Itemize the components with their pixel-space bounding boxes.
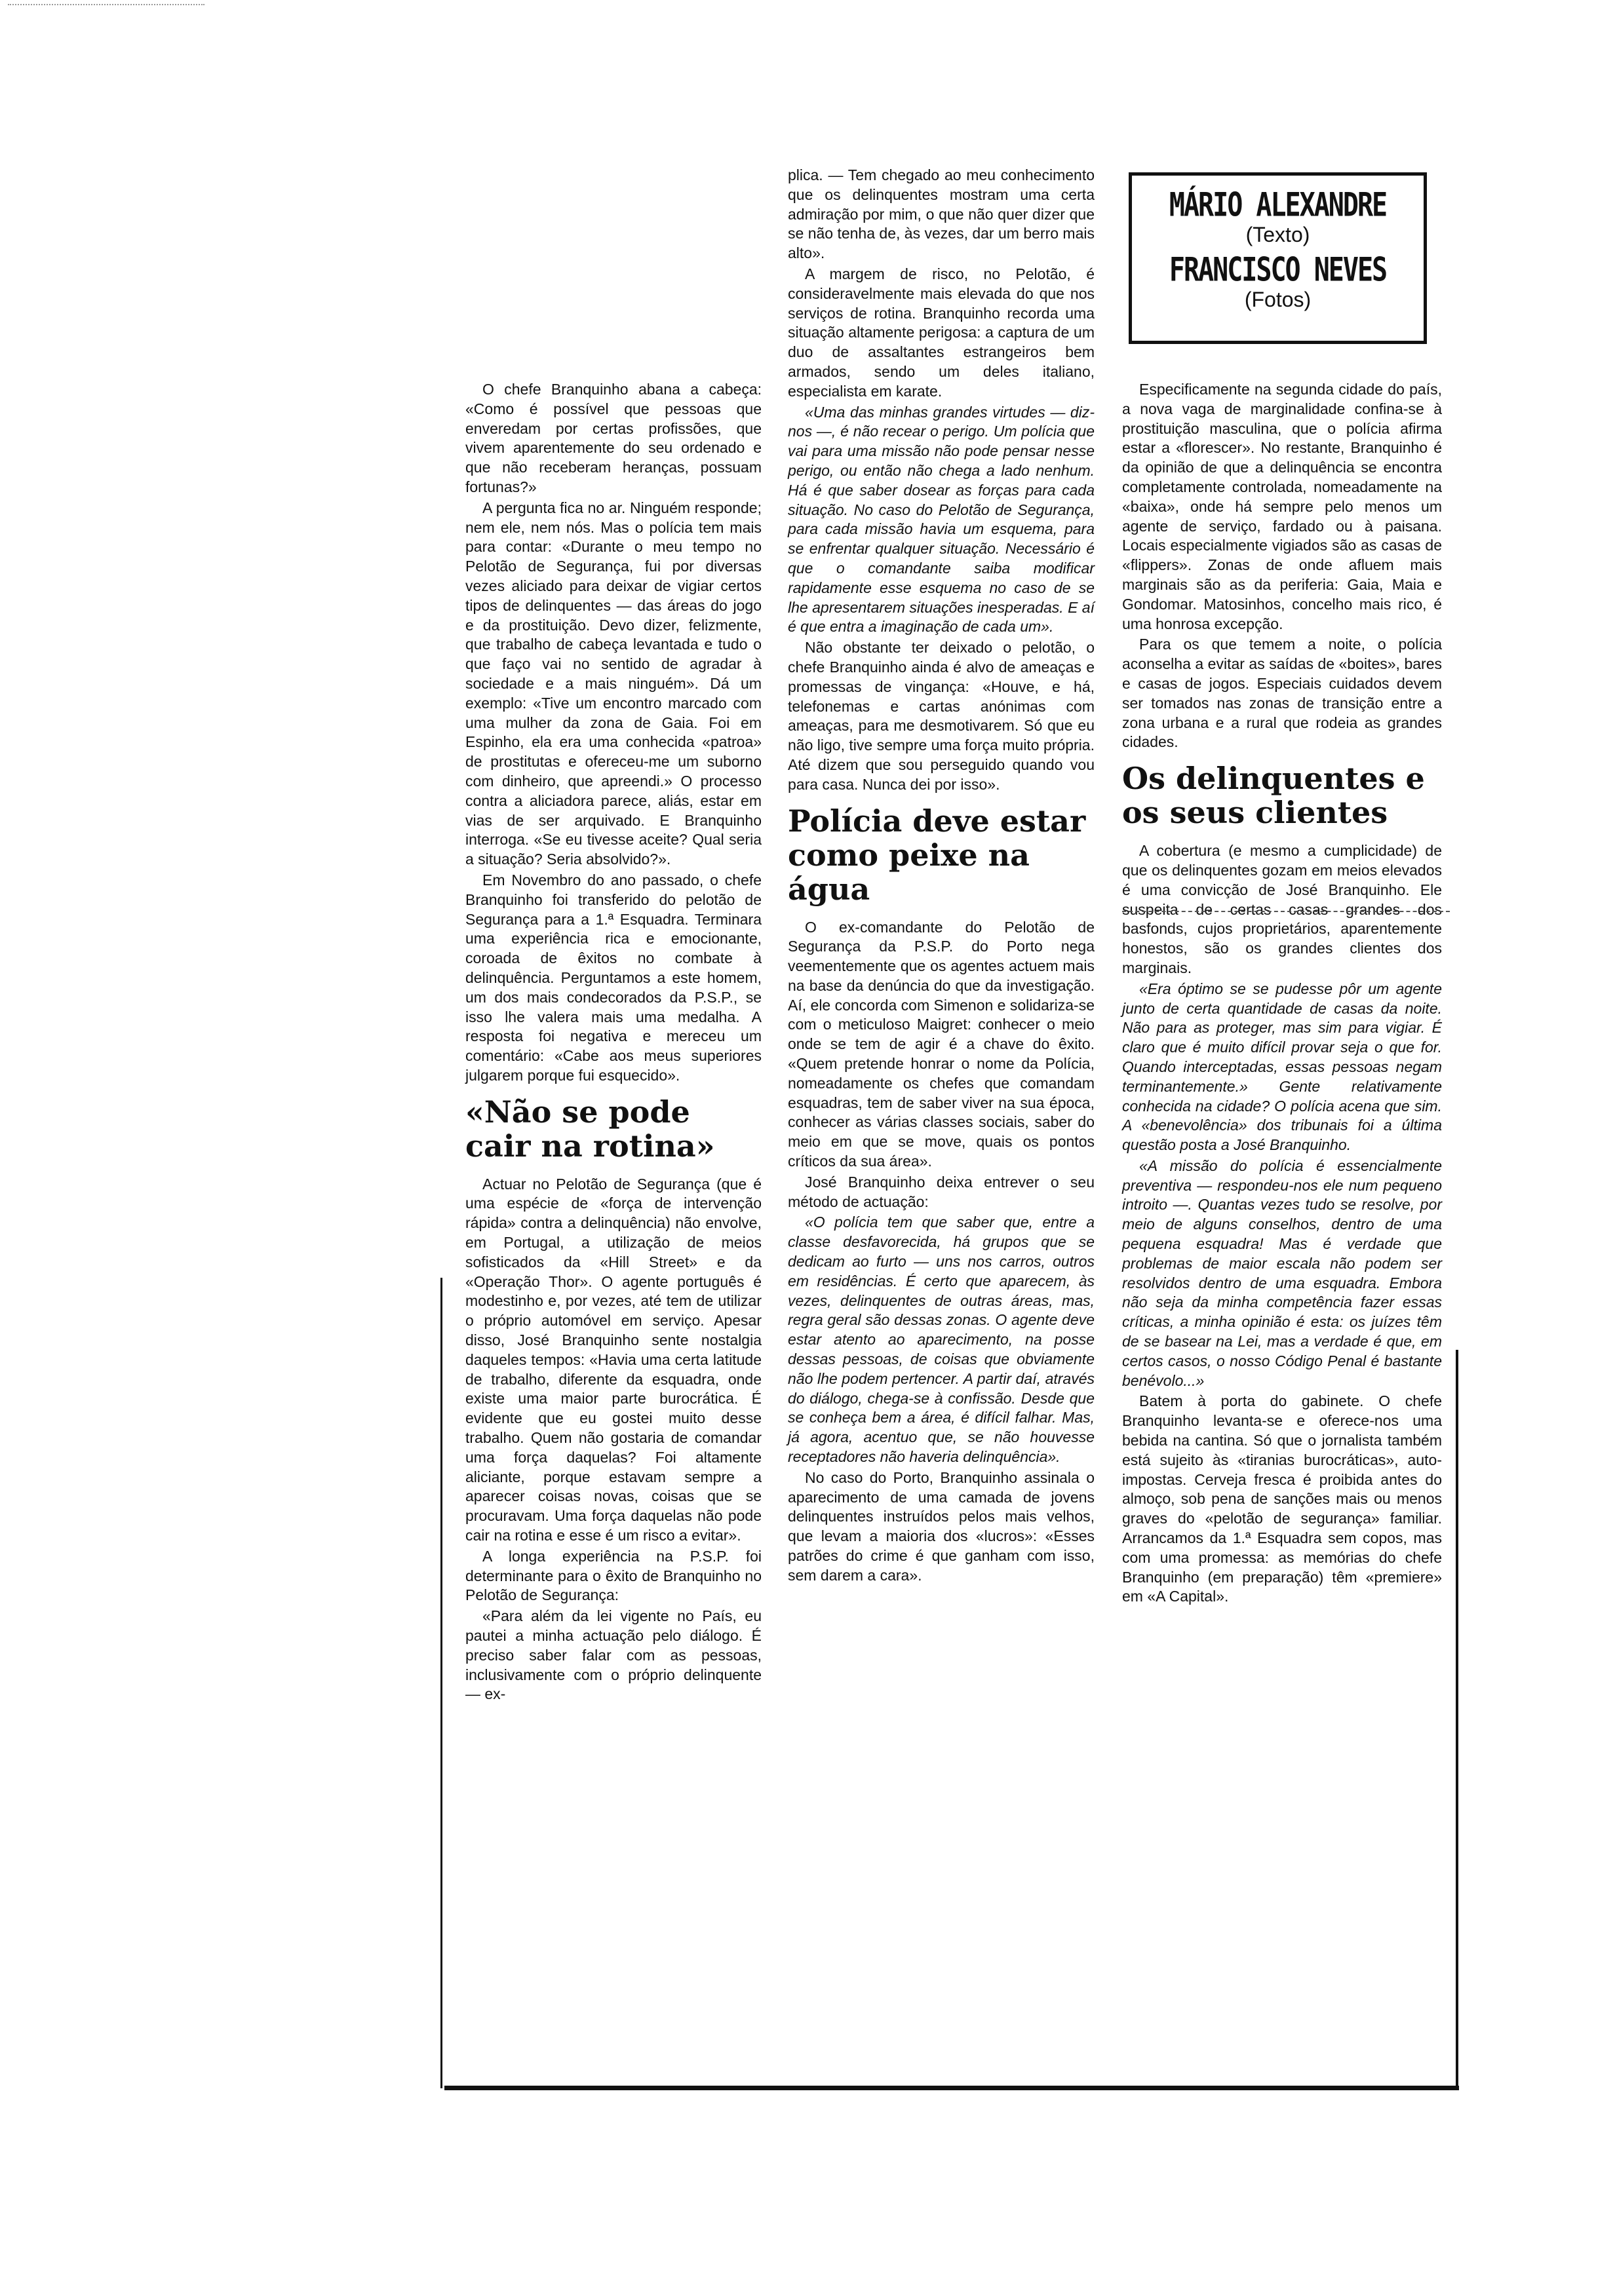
paragraph: O ex-comandante do Pelotão de Segurança da P.S.P. do Porto nega veementemente que os agentes actuem mais na base da denúncia do que da investigação. Aí, ele concorda com Simenon e solidariza-se com o meticuloso Maigret: conhecer o meio onde se tem de agir é a chave do êxito. «Quem pretende honrar o nome da Polícia, nomeadamente os chefes que comandam esquadras, tem de saber viver na sua época, conhecer as várias classes sociais, saber do meio em que se move, quais os pontos críticos da sua área». bbox=[788, 918, 1095, 1170]
paragraph: No caso do Porto, Branquinho assinala o aparecimento de uma camada de jovens delinquentes instruídos pelos mais velhos, que levam a maioria dos «lucros»: «Esses patrões do crime é que ganham com isso, sem darem a cara». bbox=[788, 1468, 1095, 1584]
paragraph: Especificamente na segunda cidade do país, a nova vaga de marginalidade confina-se à prostituição masculina, que o polícia afirma estar a «florescer». No restante, Branquinho é da opinião de que a delinquência se encontra completamente controlada, nomeadamente na «baixa», onde há sempre pelo menos um agente de serviço, fardado ou à paisana. Locais especialmente vigiados são as casas de «flippers». Zonas de onde afluem mais marginais são as da periferia: Gaia, Maia e Gondomar. Matosinhos, concelho mais rico, é uma honrosa excepção. bbox=[1122, 381, 1442, 632]
paragraph: Não obstante ter deixado o pelotão, o chefe Branquinho ainda é alvo de ameaças e promessas de vingança: «Houve, e há, telefonemas e cartas anónimas com ameaças, para me desmotivarem. Só que eu não ligo, tive sempre uma força muito própria. Até dizem que sou perseguido quando vou para casa. Nunca dei por isso». bbox=[788, 639, 1095, 793]
section-heading-peixe: Polícia deve estar como peixe na água bbox=[788, 803, 1086, 907]
paragraph: O chefe Branquinho abana a cabeça: «Como é possível que pessoas que enveredam por certas profissões, que vivem aparentemente do seu ordenado e que não receberam heranças, possuam fortunas?» bbox=[465, 381, 762, 495]
paragraph: Para os que temem a noite, o polícia aconselha a evitar as saídas de «boites», bares e casas de jogos. Especiais cuidados devem ser tomados nas zonas de transição entre a zona urbana e a rural que rodeia as grandes cidades. bbox=[1122, 636, 1442, 751]
paragraph: plica. — Tem chegado ao meu conhecimento que os delinquentes mostram uma certa admiração por mim, o que não quer dizer que se não tenha de, às vezes, dar um berro mais alto». bbox=[788, 166, 1095, 262]
quote-paragraph: «A missão do polícia é essencialmente preventiva — respondeu-nos ele num pequeno introito —. Quantas vezes tudo se resolve, por meio de alguns conselhos, dentro de uma pequena esquadra! Mas é verdade que problemas de maior escala não podem ser resolvidos dentro de uma esquadra. Embora não seja da minha competência fazer essas críticas, a minha opinião é esta: os juízes têm de se basear na Lei, mas a verdade é que, em certos casos, o nosso Código Penal é bastante benévolo...» bbox=[1122, 1157, 1442, 1389]
credits-box bbox=[1129, 172, 1427, 344]
article-column-1 bbox=[465, 380, 762, 1706]
paragraph: «Para além da lei vigente no País, eu pautei a minha actuação pelo diálogo. É preciso saber falar com as pessoas, inclusivamente com o próprio delinquente — ex- bbox=[465, 1607, 762, 1703]
divider bbox=[1456, 1350, 1458, 2089]
paragraph: A longa experiência na P.S.P. foi determinante para o êxito de Branquinho no Pelotão de Segurança: bbox=[465, 1547, 762, 1604]
divider bbox=[1122, 911, 1450, 913]
photographer-role: (Fotos) bbox=[1244, 288, 1312, 311]
divider bbox=[440, 1278, 442, 2088]
quote-paragraph: «Era óptimo se se pudesse pôr um agente junto de certa quantidade de casas da noite. Não para as proteger, mas sim para vigiar. É claro que é muito difícil provar seja o que for. Quando interceptadas, essas pessoas negam terminantemente.» Gente relativamente conhecida na cidade? O polícia acena que sim. A «benevolência» dos tribunais foi a última questão posta a José Branquinho. bbox=[1122, 980, 1442, 1154]
paragraph: José Branquinho deixa entrever o seu método de actuação: bbox=[788, 1173, 1095, 1210]
paragraph: Em Novembro do ano passado, o chefe Branquinho foi transferido do pelotão de Segurança para a 1.ª Esquadra. Terminara uma experiência rica e emocionante, coroada de êxitos no combate à delinquência. Perguntamos a este homem, um dos mais condecorados da P.S.P., se isso lhe valera mais uma medalha. A resposta foi negativa e mereceu um comentário: «Cabe aos meus superiores julgarem porque fui esquecido». bbox=[465, 871, 762, 1084]
paragraph: A margem de risco, no Pelotão, é consideravelmente mais elevada do que nos serviços de rotina. Branquinho recorda uma situação altamente perigosa: a captura de um duo de assaltantes estrangeiros bem armados, sendo um deles italiano, especialista em karate. bbox=[788, 265, 1095, 400]
author-role: (Texto) bbox=[1245, 223, 1310, 246]
paragraph: A cobertura (e mesmo a cumplicidade) de que os delinquentes gozam em meios elevados é uma convicção de José Branquinho. Ele suspeita de certas casas grandes dos basfonds, cujos proprietários, aparentemente honestos, são os grandes clientes dos marginais. bbox=[1122, 842, 1442, 976]
quote-paragraph: «O polícia tem que saber que, entre a classe desfavorecida, há grupos que se dedicam ao furto — uns nos carros, outros em residências. É certo que aparecem, às vezes, delinquentes de outras áreas, mas, regra geral são dessas zonas. O agente deve estar atento ao aparecimento, na posse dessas pessoas, de coisas que obviamente não lhe podem pertencer. A partir daí, através do diálogo, chega-se à confissão. Desde que se conheça bem a área, é difícil falhar. Mas, já agora, acentuo que, se não houvesse receptadores não haveria delinquência». bbox=[788, 1214, 1095, 1466]
author-name: MÁRIO ALEXANDRE bbox=[1169, 186, 1387, 224]
article-column-3 bbox=[1122, 380, 1442, 1608]
photographer-name: FRANCISCO NEVES bbox=[1169, 251, 1387, 289]
section-heading-clientes: Os delinquentes e os seus clientes bbox=[1122, 761, 1425, 831]
paragraph: Batem à porta do gabinete. O chefe Branquinho levanta-se e oferece-nos uma bebida na cantina. Só que o jornalista também está sujeito às «tiranias burocráticas», auto-impostas. Cerveja fresca é proibida antes do almoço, sob pena de sanções mais ou menos graves do «pelotão de segurança» familiar. Arrancamos da 1.ª Esquadra sem copos, mas com uma promessa: as memórias do chefe Branquinho (em preparação) têm «premiere» em «A Capital». bbox=[1122, 1392, 1442, 1605]
paragraph: A pergunta fica no ar. Ninguém responde; nem ele, nem nós. Mas o polícia tem mais para contar: «Durante o meu tempo no Pelotão de Segurança, fui por diversas vezes aliciado para deixar de vigiar certos tipos de delinquentes — das áreas do jogo e da prostituição. Devo dizer, felizmente, que trabalho de cabeça levantada e tudo o que faço vai no sentido de agradar à sociedade e a mais ninguém». Dá um exemplo: «Tive um encontro marcado com uma mulher da zona de Gaia. Foi em Espinho, ela era uma conhecida «patroa» de prostitutas e ofereceu-me um suborno com dinheiro, que apreendi.» O processo contra a aliciadora parece, aliás, estar em vias de ser arquivado. E Branquinho interroga. «Se eu tivesse aceite? Qual seria a situação? Seria absolvido?». bbox=[465, 499, 762, 868]
paragraph: Actuar no Pelotão de Segurança (que é uma espécie de «força de intervenção rápida» contra a delinquência) não envolve, em Portugal, a utilização de meios sofisticados da «Hill Street» e da «Operação Thor». O agente português é modestinho e, por vezes, até tem de utilizar o próprio automóvel em serviço. Apesar disso, José Branquinho sente nostalgia daqueles tempos: «Havia uma certa latitude de trabalho, diferente da esquadra, onde existe uma maior parte burocrática. É evidente que eu gostei muito desse trabalho. Quem não gostaria de comandar uma força daquelas? Foi altamente aliciante, porque estavam sempre a aparecer coisas novas, coisas que se procuravam. Uma força daquelas não pode cair na rotina e esse é um risco a evitar». bbox=[465, 1175, 762, 1544]
section-heading-rotina: «Não se pode cair na rotina» bbox=[465, 1094, 715, 1164]
divider bbox=[444, 2086, 1459, 2090]
article-column-2 bbox=[788, 166, 1095, 1587]
scan-edge-mark bbox=[8, 4, 204, 7]
quote-paragraph: «Uma das minhas grandes virtudes — diz-nos —, é não recear o perigo. Um polícia que vai para uma missão não pode pensar nesse perigo, ou então não chega a lado nenhum. Há é que saber dosear as forças para cada situação. No caso do Pelotão de Segurança, para cada missão havia um esquema, para se enfrentar qualquer situação. Necessário é que o comandante saiba modificar rapidamente esse esquema no caso de se lhe apresentarem situações inesperadas. E aí é que entra a imaginação de cada um». bbox=[788, 403, 1095, 636]
